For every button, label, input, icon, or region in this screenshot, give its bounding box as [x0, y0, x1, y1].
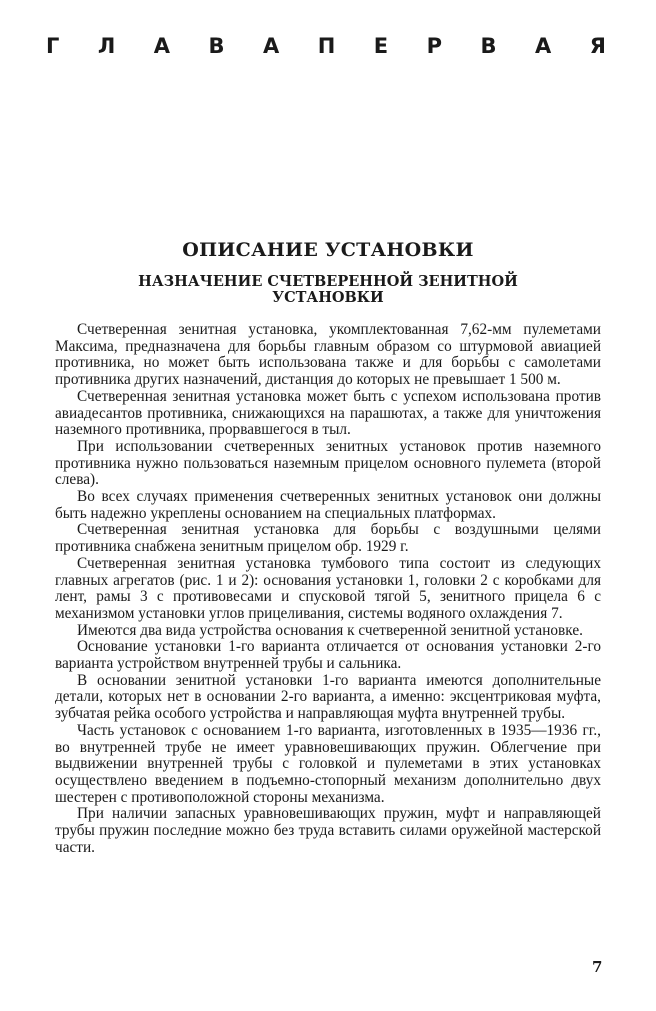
body-text — [55, 322, 601, 857]
chapter-header-letter: А — [153, 34, 171, 58]
paragraph: При использовании счетверенных зенитных установок против наземного противника нужно пользоваться наземным прицелом основного пулемета (второй слева). — [55, 437, 601, 489]
paragraph: Во всех случаях применения счетверенных зенитных установок они должны быть надежно укреплены основанием на специальных платформах. — [55, 488, 601, 522]
chapter-header — [46, 34, 606, 58]
chapter-header-letter: В — [480, 34, 497, 58]
chapter-header-letter: Я — [589, 34, 606, 58]
paragraph: Счетверенная зенитная установка, укомплектованная 7,62-мм пулеметами Максима, предназначена для борьбы главным образом со штурмовой авиацией противника, но может быть использована также и для борьбы с самолетами противника других назначений, дистанция до которых не превышает 1 500 м. — [55, 321, 601, 389]
paragraph: Имеются два вида устройства основания к счетверенной зенитной установке. — [77, 621, 583, 639]
page-number: 7 — [592, 958, 603, 976]
chapter-header-letter: Р — [426, 34, 443, 58]
paragraph: Счетверенная зенитная установка для борьбы с воздушными целями противника снабжена зенитным прицелом обр. 1929 г. — [55, 521, 601, 556]
paragraph: Счетверенная зенитная установка может быть с успехом использована против авиадесантов противника, снижающихся на парашютах, а также для уничтожения наземного противника, прорвавшегося в тыл. — [55, 387, 601, 439]
chapter-header-letter: В — [208, 34, 225, 58]
chapter-header-letter: Е — [373, 34, 389, 58]
chapter-header-letter: Г — [46, 34, 60, 58]
subsection-title — [0, 274, 656, 306]
chapter-header-letter: П — [317, 34, 336, 58]
section-title: ОПИСАНИЕ УСТАНОВКИ — [182, 239, 474, 261]
chapter-header-letter: Л — [97, 34, 116, 58]
chapter-header-letter: А — [534, 34, 552, 58]
paragraph: Основание установки 1-го варианта отличается от основания установки 2-го варианта устройством внутренней трубы и сальника. — [55, 638, 601, 673]
paragraph: Счетверенная зенитная установка тумбового типа состоит из следующих главных агрегатов (рис. 1 и 2): основания установки 1, головки 2 с коробками для лент, рамы 3 с противовесами и спусковой тягой 5, зенитного прицела 6 с механизмом установки углов прицеливания, системы водяного охлаждения 7. — [55, 554, 601, 622]
paragraph: В основании зенитной установки 1-го варианта имеются дополнительные детали, которых нет в основании 2-го варианта, а именно: эксцентриковая муфта, зубчатая рейка особого устройства и направляющая муфта внутренней трубы. — [55, 671, 601, 723]
paragraph: При наличии запасных уравновешивающих пружин, муфт и направляющей трубы пружин последние можно без труда вставить силами оружейной мастерской части. — [55, 805, 601, 856]
subsection-title-line: УСТАНОВКИ — [272, 289, 384, 306]
paragraph: Часть установок с основанием 1-го варианта, изготовленных в 1935—1936 гг., во внутренней трубе не имеет уравновешивающих пружин. Облегчение при выдвижении внутренней трубы с головкой и пулеметами в этих установках осуществлено введением в подъемно-стопорный механизм дополнительно двух шестерен с противоположной стороны механизма. — [55, 721, 601, 806]
chapter-header-letter: А — [263, 34, 280, 58]
subsection-title-line: НАЗНАЧЕНИЕ СЧЕТВЕРЕННОЙ ЗЕНИТНОЙ — [138, 273, 518, 290]
